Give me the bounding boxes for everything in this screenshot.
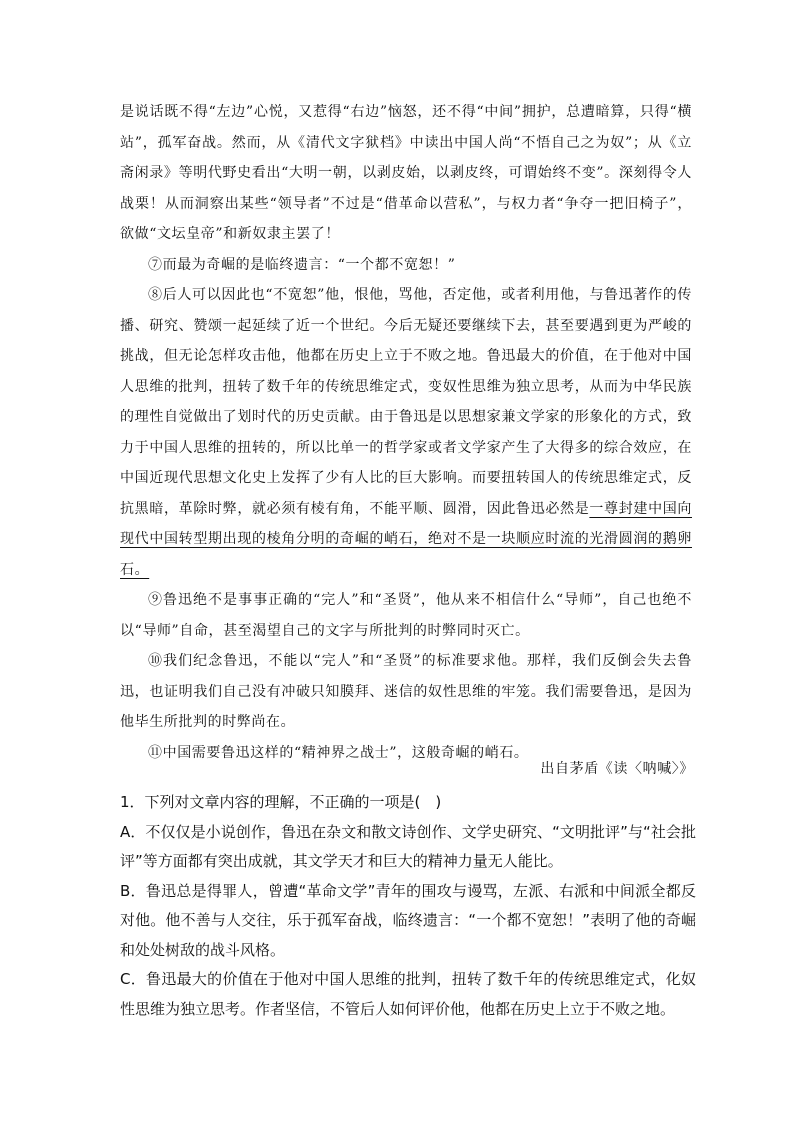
- paragraph-8: [120, 280, 692, 585]
- paragraph-8-text: ⑧后人可以因此也“不宽恕”他，恨他，骂他，否定他，或者利用他，与鲁迅著作的传播、研究、赞颂一起延续了近一个世纪。今后无疑还要继续下去，甚至要遇到更为严峻的挑战，但无论怎样攻击他，他都在历史上立于不败之地。鲁迅最大的价值，在于他对中国人思维的批判，扭转了数千年的传统思维定式，变奴性思维为独立思考，从而为中华民族的理性自觉做出了划时代的历史贡献。由于鲁迅是以思想家兼文学家的形象化的方式，致力于中国人思维的扭转的，所以比单一的哲学家或者文学家产生了大得多的综合效应，在中国近现代思想文化史上发挥了少有人比的巨大影响。而要扭转国人的传统思维定式，反抗黑暗，革除时弊，就必须有棱有角，不能平顺、圆滑，因此鲁迅必然是: [120, 287, 692, 517]
- question-block: [120, 788, 696, 1024]
- option-a: A．不仅仅是小说创作，鲁迅在杂文和散文诗创作、文学史研究、“文明批评”与“社会批评”等方面都有突出成就，其文学天才和巨大的精神力量无人能比。: [120, 822, 696, 870]
- paragraph-continued: 是说话既不得“左边”心悦，又惹得“右边”恼怒，还不得“中间”拥护，总遭暗算，只得“横站”，孤军奋战。然而，从《清代文字狱档》中读出中国人尚“不悟自己之为奴”；从《立斋闲录》等明代野史看出“大明一朝，以剥皮始，以剥皮终，可谓始终不变”。深刻得令人战栗！从而洞察出某些“领导者”不过是“借革命以营私”，与权力者“争夺一把旧椅子”，欲做“文坛皇帝”和新奴隶主罢了！: [120, 104, 692, 242]
- paragraph-9: ⑨鲁迅绝不是事事正确的“完人”和“圣贤”，他从来不相信什么“导师”，自己也绝不以“导师”自命，甚至渴望自己的文字与所批判的时弊同时灭亡。: [120, 592, 692, 639]
- paragraph-7: ⑦而最为奇崛的是临终遗言：“一个都不宽恕！”: [148, 256, 456, 273]
- underlined-sentence: 一尊封建中国向现代中国转型期出现的棱角分明的奇崛的峭石，绝对不是一块顺应时流的光滑圆润的鹅卵石。: [120, 500, 692, 578]
- question-stem: 1．下列对文章内容的理解，不正确的一项是( ): [120, 793, 442, 811]
- option-b: B．鲁迅总是得罪人，曾遭“革命文学”青年的围攻与谩骂，左派、右派和中间派全都反对他。他不善与人交往，乐于孤军奋战，临终遗言：“一个都不宽恕！”表明了他的奇崛和处处树敌的战斗风格。: [120, 881, 696, 959]
- paragraph-11: ⑪中国需要鲁迅这样的“精神界之战士”，这般奇崛的峭石。: [148, 744, 529, 761]
- paragraph-10: ⑩我们纪念鲁迅，不能以“完人”和“圣贤”的标准要求他。那样，我们反倒会失去鲁迅，也证明我们自己没有冲破只知膜拜、迷信的奴性思维的牢笼。我们需要鲁迅，是因为他毕生所批判的时弊尚在。: [120, 653, 692, 730]
- reading-passage: [120, 97, 692, 768]
- option-c: C．鲁迅最大的价值在于他对中国人思维的批判，扭转了数千年的传统思维定式，化奴性思维为独立思考。作者坚信，不管后人如何评价他，他都在历史上立于不败之地。: [120, 970, 696, 1018]
- source-attribution: 出自茅盾《读〈呐喊〉》: [540, 761, 694, 777]
